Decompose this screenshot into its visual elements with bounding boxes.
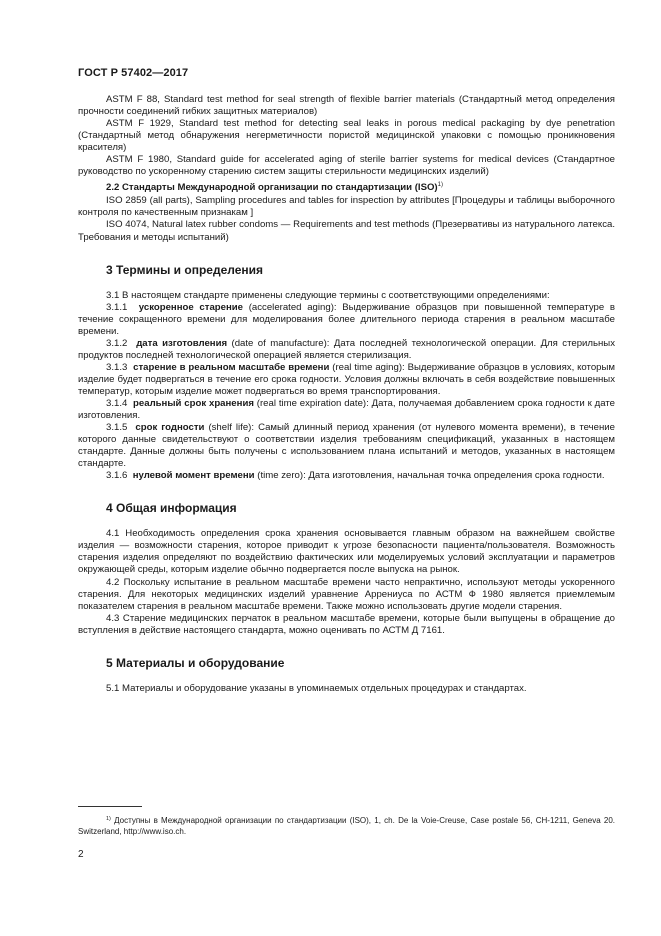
- term-definition: [78, 302, 615, 338]
- paragraph-4-2: 4.2 Поскольку испытание в реальном масштабе времени часто непрактично, используют методы ускоренного старения. Для некоторых медицинских изделий уравнение Аррениуса по АСТМ Ф 1980 является приемлемым показателем старения в реальном масштабе времени. Также можно использовать другие модели старения.: [78, 576, 615, 612]
- term-definition: [78, 422, 615, 470]
- term-number: 3.1.1: [106, 301, 128, 313]
- reference-astm-f1980: ASTM F 1980, Standard guide for accelerated aging of sterile barrier systems for medical devices (Стандартное руководство по ускоренному старению систем защиты стерильности медицинских изделий): [78, 154, 615, 178]
- paragraph-4-3: 4.3 Старение медицинских перчаток в реальном масштабе времени, которые были выпущены в обращение до вступления в действие настоящего стандарта, можно оценивать по АСТМ Д 7161.: [78, 612, 615, 636]
- reference-astm-f88: ASTM F 88, Standard test method for seal strength of flexible barrier materials (Стандартный метод определения прочности соединений гибких защитных материалов): [78, 94, 615, 118]
- reference-iso-4074: ISO 4074, Natural latex rubber condoms — Requirements and test methods (Презервативы из натурального латекса. Требования и методы испытаний): [78, 219, 615, 243]
- page-number: 2: [78, 849, 84, 860]
- section-heading-terms: 3 Термины и определения: [106, 262, 264, 277]
- subsection-heading-iso: [78, 182, 615, 194]
- document-header: ГОСТ Р 57402—2017: [78, 67, 189, 79]
- footnote: [78, 815, 615, 837]
- term-name: срок годности: [135, 422, 205, 434]
- footnote-marker: 1): [437, 182, 443, 189]
- reference-iso-2859: ISO 2859 (all parts), Sampling procedures and tables for inspection by attributes [Процедуры и таблицы выборочного контроля по качественным признакам ]: [78, 195, 615, 219]
- term-text: (time zero): Дата изготовления, начальная точка определения срока годности.: [254, 470, 605, 482]
- term-definition: [78, 398, 615, 422]
- term-number: 3.1.2: [106, 337, 128, 349]
- term-text: (real time expiration date): Дата, получаемая добавлением срока годности к дате изготовления.: [78, 397, 615, 422]
- subsection-title: 2.2 Стандарты Международной организации по стандартизации (ISO): [106, 182, 438, 194]
- paragraph-4-1: 4.1 Необходимость определения срока хранения основывается главным образом на важнейшем свойстве изделия — возможности старения, которое приводит к угрозе безопасности пациента/пользователя. Возможность старения изделия определяют по воздействию фактических или моделируемых условий эксплуатации и параметров окружающей среды, которым изделие обычно подвергается после выпуска на рынок.: [78, 528, 615, 576]
- term-definition: [78, 362, 615, 398]
- term-name: дата изготовления: [136, 337, 228, 349]
- term-text: (date of manufacture): Дата последней технологической операции. Для стерильных продуктов последней технологической операцией является стерилизация.: [78, 337, 615, 361]
- term-text: (accelerated aging): Выдерживание образцов при повышенной температуре в течение сокращенного времени для моделирования более длительного периода старения в реальном масштабе времени.: [78, 301, 615, 337]
- term-name: ускоренное старение: [138, 301, 244, 313]
- term-number: 3.1.4: [106, 397, 128, 409]
- page-content: [78, 94, 615, 695]
- term-definition: [78, 470, 615, 482]
- footnote-divider: [78, 806, 142, 807]
- term-definition: [78, 338, 615, 362]
- term-number: 3.1.6: [106, 470, 128, 482]
- term-name: реальный срок хранения: [133, 397, 254, 409]
- term-text: (shelf life): Самый длинный период хранения (от нулевого момента времени), в течение которого данные свидетельствуют о соответствии изделия требованиям спецификаций, указанных в настоящем стандарте. Данные должны быть получены с использованием плана испытаний и методов, указанных в настоящем стандарте.: [78, 422, 615, 470]
- footnote-mark: 1): [106, 816, 111, 822]
- term-number: 3.1.3: [106, 361, 128, 373]
- section-heading-materials: 5 Материалы и оборудование: [106, 655, 285, 670]
- term-number: 3.1.5: [106, 422, 128, 434]
- reference-astm-f1929: ASTM F 1929, Standard test method for detecting seal leaks in porous medical packaging by dye penetration (Стандартный метод обнаружения негерметичности пористой медицинской упаковки с помощью проникновения красителя): [78, 118, 615, 154]
- terms-intro: 3.1 В настоящем стандарте применены следующие термины с соответствующими определениями:: [106, 289, 550, 301]
- term-name: старение в реальном масштабе времени: [133, 361, 330, 373]
- paragraph-5-1: 5.1 Материалы и оборудование указаны в упоминаемых отдельных процедурах и стандартах.: [106, 682, 527, 694]
- section-heading-general: 4 Общая информация: [106, 501, 237, 516]
- term-text: (real time aging): Выдерживание образцов в условиях, которым изделие будет подвергаться в течение его срока годности. Условия должны включать в себя воздействие повышенных температур, которым изделие может подвергаться во время транспортирования.: [78, 361, 616, 397]
- footnote-text: Доступны в Международной организации по стандартизации (ISO), 1, ch. De la Voie-Creuse, Case postale 56, CH-1211, Geneva 20. Switzerland, http://www.iso.ch.: [78, 816, 615, 836]
- term-name: нулевой момент времени: [132, 470, 255, 482]
